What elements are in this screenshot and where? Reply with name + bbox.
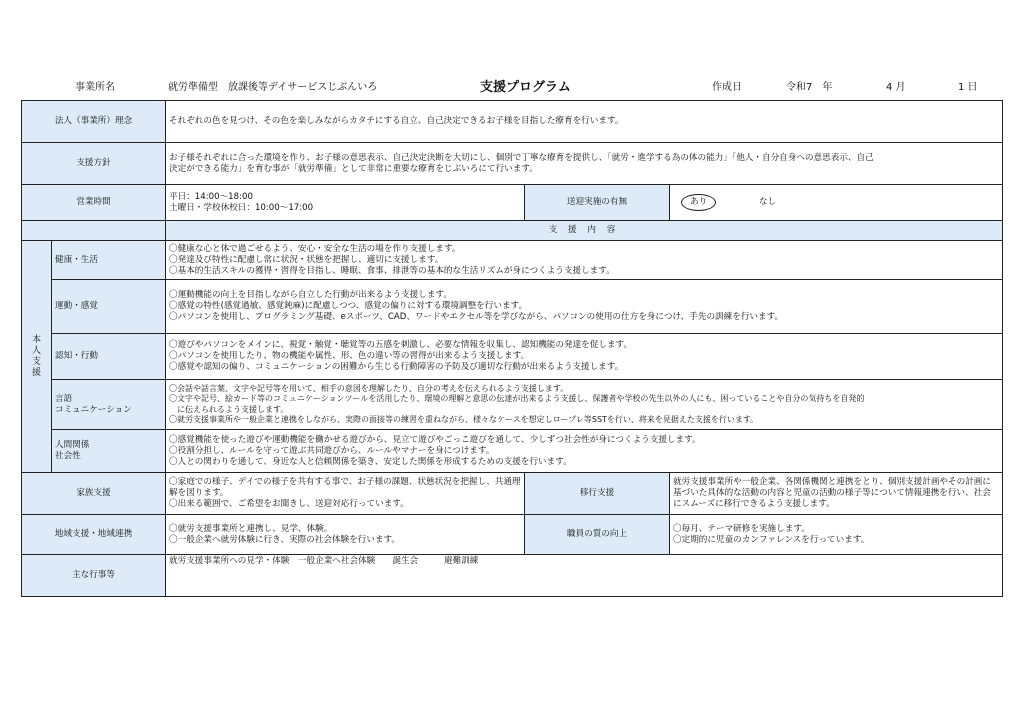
office-label: 事業所名 <box>75 82 115 93</box>
community-line: 〇就労支援事業所と連携し、見学、体験。 <box>169 523 333 534</box>
health-row <box>22 241 1003 280</box>
transition-label: 移行支援 <box>525 473 670 515</box>
hours-text <box>166 185 525 221</box>
support-content-header-row <box>22 221 1003 241</box>
language-row <box>22 380 1003 430</box>
created-month: 4 月 <box>886 82 906 93</box>
social-line: 〇人との関わりを通して、身近な人と信頼関係を築き、安定した関係を形成するための支援を行います。 <box>169 456 572 467</box>
language-line: に伝えられるよう支援します。 <box>169 404 289 414</box>
motor-line: 〇パソコンを使用し、プログラミング基礎、eスポーツ、CAD、ワードやエクセル等を学びながら、パソコンの使用の仕方を身につけ、手先の訓練を行います。 <box>169 312 784 322</box>
motor-row <box>22 280 1003 334</box>
staff-quality-text <box>670 515 1003 555</box>
hours-weekend: 土曜日・学校休校日：10:00～17:00 <box>169 202 314 213</box>
events-text: 就労支援事業所への見学・体験 一般企業へ社会体験 誕生会 避難訓練 <box>166 555 1003 597</box>
cognition-label: 認知・行動 <box>52 334 166 380</box>
events-label: 主な行事等 <box>22 555 166 597</box>
policy-line: お子様それぞれに合った環境を作り、お子様の意思表示、自己決定決断を大切にし、個別で丁寧な療育を提供し、「就労・進学する為の体の能力」「他人・自分自身への意思表示、自己 <box>169 152 874 163</box>
cognition-line: 〇遊びやパソコンをメインに、視覚・触覚・聴覚等の五感を刺激し、必要な情報を収集し、認知機能の発達を促します。 <box>169 340 633 350</box>
community-label: 地域支援・地域連携 <box>22 515 166 555</box>
events-row <box>22 555 1003 597</box>
transport-yes-circled: あり <box>681 194 716 211</box>
policy-text <box>166 143 1003 185</box>
created-label: 作成日 <box>712 82 742 93</box>
office-name: 就労準備型 放課後等デイサービスじぶんいろ <box>168 82 378 93</box>
self-support-label: 本人支援 <box>22 241 52 473</box>
cognition-row <box>22 334 1003 380</box>
family-line: 〇出来る範囲で、ご希望をお聞きし、送迎対応行っています。 <box>169 499 409 509</box>
philosophy-label: 法人（事業所）理念 <box>22 101 166 143</box>
family-row <box>22 473 1003 515</box>
cognition-line: 〇感覚や認知の偏り、コミュニケーションの困難から生じる行動障害の予防及び適切な行動が出来るよう支援します。 <box>169 362 624 372</box>
support-program-table <box>21 100 1003 597</box>
motor-label: 運動・感覚 <box>52 280 166 334</box>
social-text <box>166 430 1003 473</box>
health-line: 〇発達及び特性に配慮し常に状況・状態を把握し、適切に支援します。 <box>169 254 444 265</box>
transition-text: 就労支援事業所や一般企業、各関係機関と連携をとり、個別支援計画やその計画に基づいた具体的な活動の内容と児童の活動の様子等について情報連携を行い、社会にスムーズに移行できるよう支援します。 <box>670 473 1003 515</box>
family-line: 〇家庭での様子、デイでの様子を共有する事で、お子様の課題、状態状況を把握し、共通理解を図ります。 <box>169 477 521 498</box>
community-text <box>166 515 525 555</box>
policy-line: 決定ができる能力」を育む事が「就労準備」として非常に重要な療育をじぶいろにて行います。 <box>169 163 538 174</box>
health-text <box>166 241 1003 280</box>
social-row <box>22 430 1003 473</box>
family-text <box>166 473 525 515</box>
language-label: 言語 コミュニケーション <box>52 380 166 430</box>
community-row <box>22 515 1003 555</box>
hours-label: 営業時間 <box>22 185 166 221</box>
language-text <box>166 380 1003 430</box>
health-line: 〇健康な心と体で過ごせるよう、安心・安全な生活の場を作り支援します。 <box>169 243 461 254</box>
transport-label: 送迎実施の有無 <box>525 185 670 221</box>
transport-no: なし <box>758 197 777 207</box>
health-line: 〇基本的生活スキルの獲得・習得を目指し、睡眠、食事、排泄等の基本的な生活リズムが身につくよう支援します。 <box>169 265 615 276</box>
hours-row <box>22 185 1003 221</box>
health-label: 健康・生活 <box>52 241 166 280</box>
language-line: 〇就労支援事業所や一般企業と連携をしながら、実際の面接等の練習を重ねながら、様々なケースを想定しロープレ等SSTを行い、将来を見据えた支援を行います。 <box>169 415 759 424</box>
transport-options <box>670 185 1003 221</box>
created-day: 1 日 <box>958 82 978 93</box>
created-era-year: 令和7 年 <box>786 82 833 93</box>
family-label: 家族支援 <box>22 473 166 515</box>
staff-line: 〇定期的に児童のカンファレンスを行っています。 <box>673 534 870 545</box>
support-content-header: 支 援 内 容 <box>166 221 1003 241</box>
philosophy-text: それぞれの色を見つけ、その色を楽しみながらカタチにする自立、自己決定できるお子様を目指した療育を行います。 <box>166 101 1003 143</box>
motor-text <box>166 280 1003 334</box>
section-header-spacer <box>22 221 166 241</box>
motor-line: 〇運動機能の向上を目指しながら自立した行動が出来るよう支援します。 <box>169 290 452 300</box>
social-label: 人間関係 社会性 <box>52 430 166 473</box>
staff-line: 〇毎月、テーマ研修を実施します。 <box>673 523 810 534</box>
cognition-text <box>166 334 1003 380</box>
motor-line: 〇感覚の特性(感覚過敏、感覚鈍麻)に配慮しつつ、感覚の偏りに対する環境調整を行います。 <box>169 301 528 311</box>
cognition-line: 〇パソコンを使用したり、物の機能や属性、形、色の違い等の習得が出来るよう支援します。 <box>169 351 530 361</box>
social-line: 〇感覚機能を使った遊びや運動機能を働かせる遊びから、見立て遊びやごっこ遊びを通して、少しずつ社会性が身につくよう支援します。 <box>169 434 701 445</box>
language-line: 〇文字や記号、絵カード等のコミュニケーションツールを活用したり、環境の理解と意思の伝達が出来るよう支援し、保護者や学校の先生以外の人にも、困っていることや自分の気持ちを自発的 <box>169 394 865 403</box>
language-line: 〇会話や話言葉、文字や記号等を用いて、相手の意図を理解したり、自分の考えを伝えられるよう支援します。 <box>169 383 569 393</box>
policy-row <box>22 143 1003 185</box>
staff-quality-label: 職員の質の向上 <box>525 515 670 555</box>
philosophy-row <box>22 101 1003 143</box>
hours-weekday: 平日：14:00～18:00 <box>169 191 253 202</box>
social-line: 〇役割分担し、ルールを守って遊ぶ共同遊びから、ルールやマナーを身につけます。 <box>169 445 495 456</box>
page-title: 支援プログラム <box>480 80 571 95</box>
policy-label: 支援方針 <box>22 143 166 185</box>
community-line: 〇一般企業へ就労体験に行き、実際の社会体験を行います。 <box>169 534 401 545</box>
